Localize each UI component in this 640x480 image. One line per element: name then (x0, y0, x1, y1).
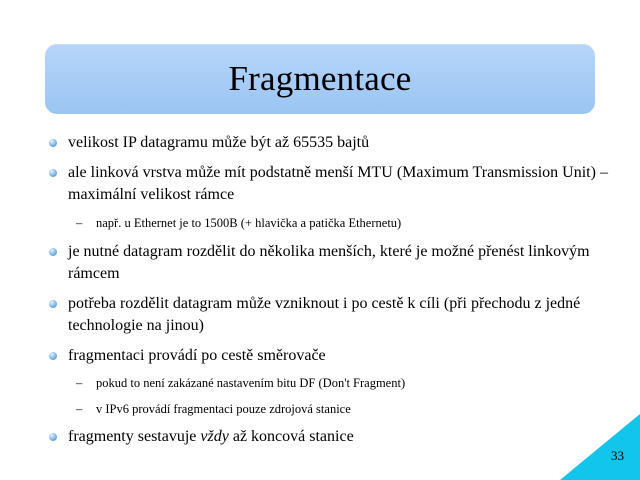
bullet-item (48, 162, 608, 206)
dash-bullet-icon: – (76, 402, 83, 416)
blue-sphere-bullet-icon (49, 300, 57, 308)
blue-sphere-bullet-icon (49, 139, 57, 147)
blue-sphere-bullet-icon (49, 169, 57, 177)
sub-bullet-text: v IPv6 provádí fragmentaci pouze zdrojová stanice (96, 402, 351, 416)
blue-sphere-bullet-icon (49, 352, 57, 360)
bullet-text-emphasis: vždy (200, 428, 229, 445)
sub-bullet-item (48, 374, 608, 392)
blue-sphere-bullet-icon (49, 433, 57, 441)
sub-bullet-text: pokud to není zakázané nastavením bitu DF (Don't Fragment) (96, 376, 406, 390)
bullet-text: ale linková vrstva může mít podstatně menší MTU (Maximum Transmission Unit) – maximální velikost rámce (68, 164, 608, 203)
bullet-text: je nutné datagram rozdělit do několika menších, které je možné přenést linkovým rámcem (68, 243, 590, 282)
bullet-item (48, 426, 608, 448)
sub-bullet-item (48, 400, 608, 418)
bullet-text-start: fragmenty sestavuje (68, 428, 201, 445)
bullet-item (48, 241, 608, 285)
bullet-list (48, 132, 608, 448)
bullet-text: potřeba rozdělit datagram může vzniknout i po cestě k cíli (při přechodu z jedné technologie na jinou) (68, 295, 581, 334)
bullet-item (48, 293, 608, 337)
bullet-text: fragmentaci provádí po cestě směrovače (68, 347, 326, 364)
corner-triangle-decoration (560, 414, 640, 480)
bullet-text: velikost IP datagramu může být až 65535 bajtů (68, 134, 370, 151)
page-number: 33 (611, 448, 624, 463)
slide-title: Fragmentace (228, 59, 412, 98)
sub-bullet-text: např. u Ethernet je to 1500B (+ hlavička a patička Ethernetu) (96, 216, 402, 230)
title-banner (45, 44, 595, 114)
dash-bullet-icon: – (76, 376, 83, 390)
bullet-text-end: až koncová stanice (228, 428, 354, 445)
blue-sphere-bullet-icon (49, 248, 57, 256)
sub-bullet-item (48, 214, 608, 232)
bullet-item (48, 345, 608, 367)
dash-bullet-icon: – (76, 216, 83, 230)
bullet-item (48, 132, 608, 154)
